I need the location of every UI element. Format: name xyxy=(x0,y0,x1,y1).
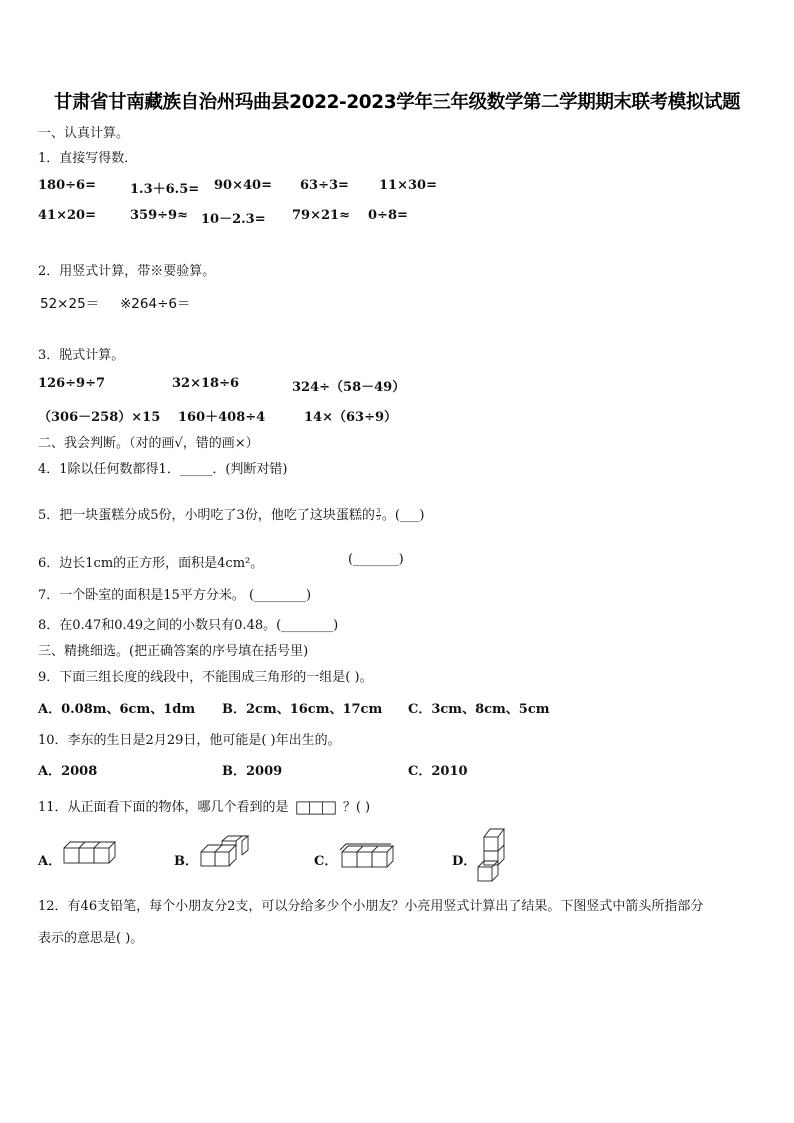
q1-r2-c5: 0÷8= xyxy=(368,208,408,223)
q1-r1-c2: 1.3＋6.5= xyxy=(130,182,200,197)
q12-line-2: 表示的意思是( )。 xyxy=(38,931,144,946)
q11-text-before: 11．从正面看下面的物体，哪几个看到的是 xyxy=(38,800,289,815)
page-title: 甘肃省甘南藏族自治州玛曲县2022-2023学年三年级数学第二学期期末联考模拟试题 xyxy=(53,92,741,113)
q12-line-1: 12．有46支铅笔，每个小朋友分2支，可以分给多少个小朋友？小亮用竖式计算出了结果。下图竖式中箭头所指部分 xyxy=(38,899,704,914)
q11-text-after: ？( ) xyxy=(342,800,371,815)
q5-text-before: 5．把一块蛋糕分成5份，小明吃了3份，他吃了这块蛋糕的 xyxy=(38,508,375,523)
q11-option-b-figure xyxy=(198,834,254,870)
q11-option-a-figure xyxy=(62,838,122,868)
q9-option-b: B．2cm、16cm、17cm xyxy=(222,702,383,717)
q1-r2-c2: 359÷9≈ xyxy=(130,208,188,223)
q1-r2-c3: 10－2.3= xyxy=(201,212,266,227)
q3-r2-c3: 14×（63÷9） xyxy=(304,410,398,425)
q1-stem: 1．直接写得数． xyxy=(38,151,138,166)
q3-r2-c1: （306－258）×15 xyxy=(38,410,161,425)
q11-option-b-label: B． xyxy=(174,854,198,869)
q11-option-d-label: D． xyxy=(452,854,477,869)
cubes-two-rows-icon xyxy=(338,838,394,872)
q1-r1-c3: 90×40= xyxy=(214,178,272,193)
q11-option-c-figure xyxy=(338,838,394,872)
q7: 7．一个卧室的面积是15平方分米。 (________) xyxy=(38,588,312,603)
q3-stem: 3．脱式计算。 xyxy=(38,348,125,363)
cubes-tower-icon xyxy=(474,825,506,887)
q3-r1-c2: 32×18÷6 xyxy=(172,376,240,391)
q3-r1-c1: 126÷9÷7 xyxy=(38,376,106,391)
three-squares-front-view-icon xyxy=(293,801,339,815)
q4: 4．1除以任何数都得1．_____．(判断对错) xyxy=(38,462,288,477)
q6: 6．边长1cm的正方形，面积是4cm²。 xyxy=(38,556,264,571)
q2-item-2: ※264÷6＝ xyxy=(120,296,191,312)
q3-r1-c3: 324÷（58－49） xyxy=(292,380,406,395)
q2-item-1: 52×25＝ xyxy=(40,296,100,312)
q8: 8．在0.47和0.49之间的小数只有0.48。(________) xyxy=(38,618,339,633)
q5-fraction xyxy=(376,509,381,522)
section-3-heading: 三、精挑细选。(把正确答案的序号填在括号里) xyxy=(38,644,309,659)
section-2-heading: 二、我会判断。（对的画√，错的画×） xyxy=(38,436,259,451)
q3-r2-c2: 160＋408÷4 xyxy=(178,410,266,425)
q10-option-b: B．2009 xyxy=(222,764,283,779)
q2-stem: 2．用竖式计算，带※要验算。 xyxy=(38,264,216,279)
q5-text-after: 。(___) xyxy=(381,508,425,523)
q5-fraction-numerator: 3 xyxy=(376,508,381,515)
q5-fraction-denominator: 5 xyxy=(376,515,381,522)
q11-option-c-label: C． xyxy=(314,854,338,869)
q11-option-d-figure xyxy=(474,825,506,887)
q10-option-a: A．2008 xyxy=(38,764,98,779)
q9-option-a: A．0.08m、6cm、1dm xyxy=(38,702,196,717)
q9-stem: 9．下面三组长度的线段中，不能围成三角形的一组是( )。 xyxy=(38,670,373,685)
cubes-l-shape-icon xyxy=(198,834,254,870)
q1-r2-c1: 41×20= xyxy=(38,208,96,223)
q1-r1-c5: 11×30= xyxy=(379,178,437,193)
q10-option-c: C．2010 xyxy=(408,764,468,779)
section-1-heading: 一、认真计算。 xyxy=(38,126,130,141)
q9-option-c: C．3cm、8cm、5cm xyxy=(408,702,550,717)
q1-r2-c4: 79×21≈ xyxy=(292,208,350,223)
q11-stem xyxy=(38,796,370,815)
q11-option-a-label: A． xyxy=(38,854,62,869)
cubes-row-icon xyxy=(62,838,122,868)
q6-blank: (_______) xyxy=(348,552,404,567)
q5 xyxy=(38,504,424,523)
q10-stem: 10．李东的生日是2月29日，他可能是( )年出生的。 xyxy=(38,733,341,748)
q1-r1-c1: 180÷6= xyxy=(38,178,96,193)
q1-r1-c4: 63÷3= xyxy=(300,178,349,193)
